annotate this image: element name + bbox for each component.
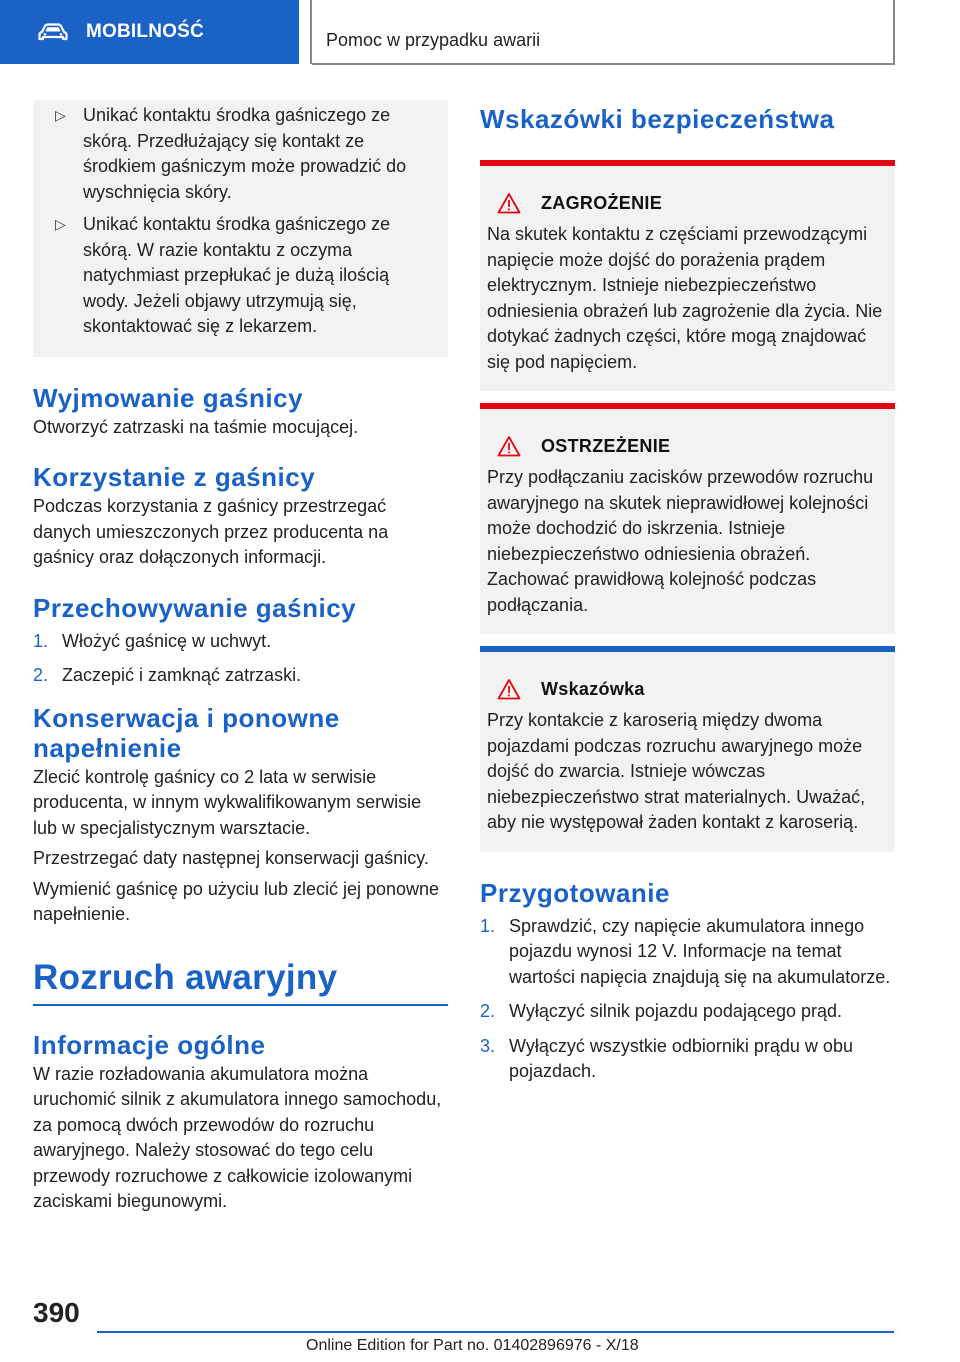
section-heading-konserwacja: Konserwacja i ponowne napełnienie [33,702,340,763]
paragraph: Wymienić gaśnicę po użyciu lub zlecić jej ponowne napełnienie. [33,878,440,924]
list-item: 1. Sprawdzić, czy napięcie akumulatora innego pojazdu wynosi 12 V. Informacje na temat wartości napięcia znajdują się na akumulatorze. [480,915,891,987]
section-heading-informacje: Informacje ogólne [33,1029,266,1060]
paragraph: Otworzyć zatrzaski na taśmie mocującej. [33,416,359,437]
warning-triangle-icon [497,678,521,700]
warning-text: Przy podłączaniu zacisków przewodów rozruchu awaryjnego na skutek nieprawidłowej kolejności może dochodzić do iskrzenia. Istnieje niebezpieczeństwo odniesienia obrażeń. Zachować prawidłową kolejność podczas podłączania. [487,467,874,615]
list-item: 1. Włożyć gaśnicę w uchwyt. [33,630,272,651]
page-number: 390 [33,1297,80,1328]
list-item: 3. Wyłączyć wszystkie odbiorniki prądu w obu pojazdach. [480,1035,853,1081]
right-column [480,100,895,1094]
extinguisher-notes-box [33,100,448,357]
preparation-steps [480,914,895,1085]
warning-title: ZAGROŻENIE [541,192,663,213]
warning-text: Na skutek kontaktu z częściami przewodzącymi napięcie może dojść do porażenia prądem elektrycznym. Istnieje niebezpieczeństwo odniesienia obrażeń lub zagrożenie dla życia. Nie dotykać żadnych części, które mogą znajdować się pod napięciem. [487,224,883,372]
triangle-bullet-icon: ▷ [55,107,66,123]
car-icon [38,23,68,41]
section-tab [0,0,299,64]
warning-text: Przy kontakcie z karoserią między dwoma pojazdami podczas rozruchu awaryjnego może dojść do zwarcia. Istnieje wówczas niebezpieczeństwo strat materialnych. Uważać, aby nie występował żaden kontakt z karoserią. [487,710,866,832]
header-divider [310,0,312,64]
paragraph: W razie rozładowania akumulatora można uruchomić silnik z akumulatora innego samochodu, za pomocą dwóch przewodów do rozruchu awaryjnego. Należy stosować do tego celu przewody rozruchowe z całkowicie izolowanymi zaciskami biegunowymi. [33,1063,442,1211]
list-item: ▷ Unikać kontaktu środka gaśniczego ze skórą. W razie kontaktu z oczyma natychmiast przepłukać je dużą ilością wody. Jeżeli objawy utrzymują się, skontaktować się z lekarzem. [55,214,391,336]
chapter-heading-rozruch: Rozruch awaryjny [33,957,338,997]
section-heading-przechowywanie: Przechowywanie gaśnicy [33,592,357,623]
chapter-title: Pomoc w przypadku awarii [326,30,541,50]
triangle-bullet-icon: ▷ [55,216,66,232]
section-heading-wyjmowanie: Wyjmowanie gaśnicy [33,382,304,413]
footer-rule [97,1331,894,1333]
list-item: 2. Wyłączyć silnik pojazdu podającego prąd. [480,1001,843,1021]
left-column [33,100,448,1215]
edition-footer: Online Edition for Part no. 01402896976 - X/18 [306,1337,639,1354]
paragraph: Zlecić kontrolę gaśnicy co 2 lata w serwisie producenta, w innym wykwalifikowanym serwisie lub w specjalistycznym warsztacie. [33,766,422,838]
list-item: ▷ Unikać kontaktu środka gaśniczego ze skórą. Przedłużający się kontakt ze środkiem gaśniczym może prowadzić do wyschnięcia skóry. [55,105,407,202]
section-label: MOBILNOŚĆ [86,21,204,42]
storage-steps [33,629,448,689]
warning-triangle-icon [497,435,521,457]
warning-note [480,646,895,852]
warning-caution [480,403,895,634]
section-heading-wskazowki: Wskazówki bezpieczeństwa [480,104,835,134]
warning-danger [480,160,895,391]
heading-rule [33,1004,448,1006]
section-heading-przygotowanie: Przygotowanie [480,877,670,908]
section-heading-korzystanie: Korzystanie z gaśnicy [33,462,316,492]
warning-title: Wskazówka [541,678,645,699]
paragraph: Podczas korzystania z gaśnicy przestrzegać danych umieszczonych przez producenta na gaśnicy oraz dołączonych informacji. [33,496,389,567]
warning-triangle-icon [497,192,521,214]
warning-title: OSTRZEŻENIE [541,435,671,456]
extinguisher-notes-list [53,103,428,340]
paragraph: Przestrzegać daty następnej konserwacji gaśnicy. [33,848,429,868]
header-underline [312,63,895,65]
header-right-border [893,0,895,64]
list-item: 2. Zaczepić i zamknąć zatrzaski. [33,665,302,685]
